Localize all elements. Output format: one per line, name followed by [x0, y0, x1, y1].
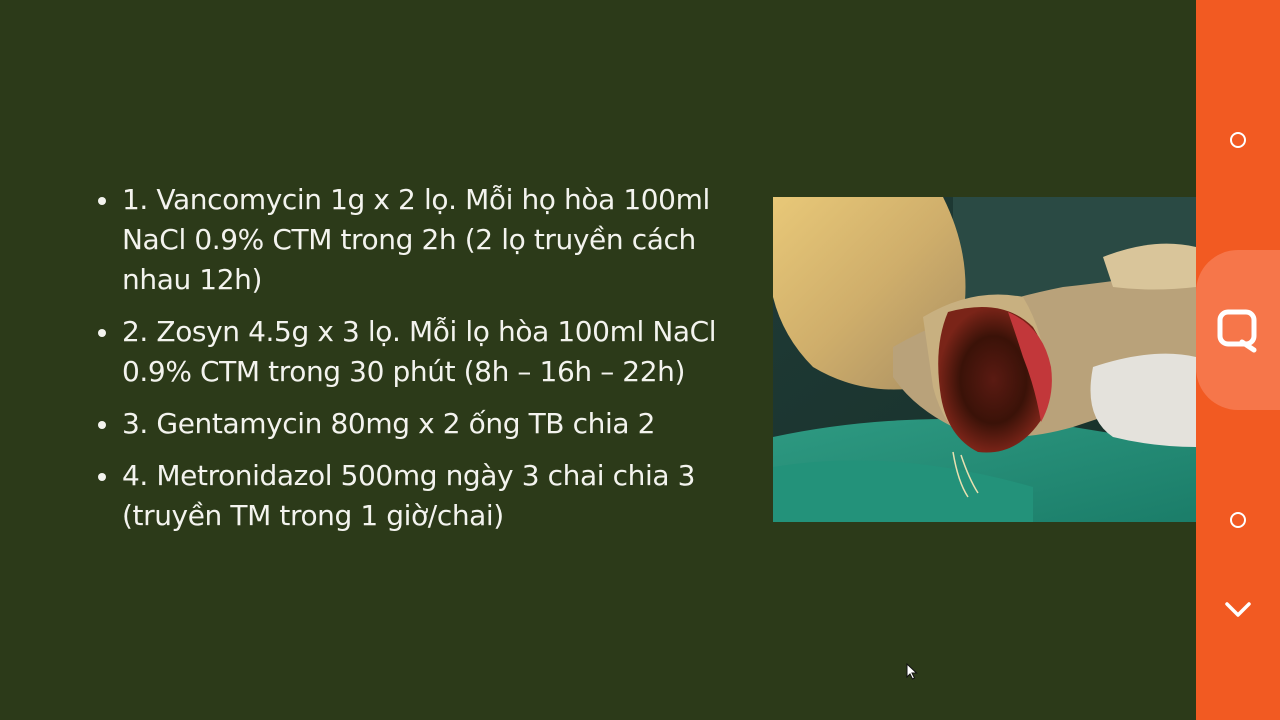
foot-wound-photo: [773, 197, 1196, 522]
sidebar-circle-button-top[interactable]: [1196, 120, 1280, 160]
mouse-cursor-icon: [906, 663, 918, 681]
circle-icon: [1230, 512, 1246, 528]
sidebar-circle-button-bottom[interactable]: [1196, 500, 1280, 540]
bullet-item-2: 2. Zosyn 4.5g x 3 lọ. Mỗi lọ hòa 100ml NaCl 0.9% CTM trong 30 phút (8h – 16h – 22h): [96, 312, 756, 392]
bullet-item-4: 4. Metronidazol 500mg ngày 3 chai chia 3 (truyền TM trong 1 giờ/chai): [96, 456, 756, 536]
bullet-list: [96, 180, 756, 548]
search-icon: [1214, 306, 1262, 354]
floating-sidebar: [1196, 0, 1280, 720]
chevron-down-icon: [1224, 600, 1252, 620]
bullet-item-3: 3. Gentamycin 80mg x 2 ống TB chia 2: [96, 404, 756, 444]
bullet-item-1: 1. Vancomycin 1g x 2 lọ. Mỗi họ hòa 100ml NaCl 0.9% CTM trong 2h (2 lọ truyền cách nhau 12h): [96, 180, 756, 300]
circle-icon: [1230, 132, 1246, 148]
sidebar-collapse-button[interactable]: [1196, 590, 1280, 630]
sidebar-search-button[interactable]: [1196, 250, 1280, 410]
